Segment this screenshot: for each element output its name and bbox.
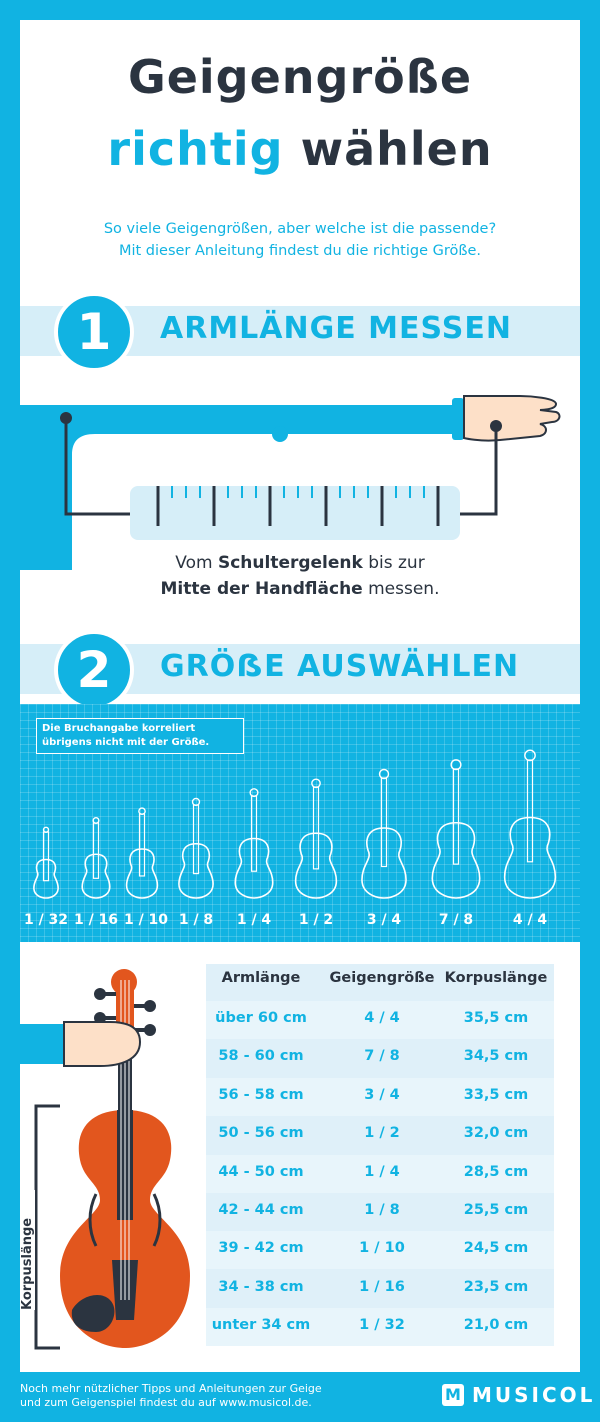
table-cell: 1 / 16: [359, 1278, 405, 1295]
title-line-2: [0, 122, 600, 176]
table-header: Korpuslänge: [444, 970, 548, 986]
size-label: 1 / 32: [23, 912, 69, 928]
table-cell: 32,0 cm: [463, 1125, 529, 1142]
table-cell: 42 - 44 cm: [218, 1202, 304, 1218]
table-cell: 24,5 cm: [463, 1240, 529, 1257]
violin-outline-icon: [235, 789, 272, 898]
table-cell: 4 / 4: [364, 1010, 400, 1026]
table-cell: unter 34 cm: [211, 1317, 311, 1334]
size-label: 1 / 10: [123, 912, 169, 928]
violin-outline-icon: [432, 760, 479, 898]
title-line-1: Geigengröße: [127, 50, 473, 104]
step1-heading: ARMLÄNGE MESSEN: [160, 311, 512, 346]
title-rest: wählen: [283, 122, 493, 176]
hand-icon: [464, 396, 559, 441]
table-cell: über 60 cm: [215, 1010, 307, 1026]
table-cell: 1 / 32: [359, 1317, 405, 1334]
size-label: 1 / 8: [178, 912, 214, 928]
table-cell: 1 / 8: [364, 1202, 400, 1218]
table-cell: 28,5 cm: [463, 1163, 529, 1180]
table-header: Geigengröße: [329, 970, 435, 986]
desc-shoulder: Schultergelenk: [217, 553, 363, 573]
table-cell: 1 / 10: [359, 1240, 405, 1257]
table-cell: 23,5 cm: [463, 1278, 529, 1295]
desc-pre: Vom: [175, 553, 218, 573]
arm-bump: [272, 426, 288, 442]
table-cell: 50 - 56 cm: [218, 1125, 304, 1142]
table-cell: 56 - 58 cm: [218, 1086, 304, 1103]
table-cell: 1 / 2: [364, 1125, 400, 1142]
violin-outline-icon: [127, 808, 158, 898]
table-cell: 3 / 4: [364, 1086, 400, 1103]
korpus-bracket: [36, 1106, 60, 1348]
sleeve-cuff: [452, 398, 464, 440]
brand-name: MUSICOL: [472, 1383, 596, 1407]
table-cell: 34,5 cm: [463, 1048, 529, 1065]
table-cell: 39 - 42 cm: [218, 1240, 304, 1257]
table-cell: 44 - 50 cm: [218, 1163, 304, 1180]
violin-outline-icon: [179, 798, 213, 898]
footer-line-1: Noch mehr nützlicher Tipps und Anleitungen zur Geige: [20, 1382, 322, 1395]
table-cell: 21,0 cm: [463, 1317, 529, 1334]
violin-outline-icon: [362, 770, 406, 899]
brand-logo[interactable]: [442, 1382, 595, 1408]
korpus-label: Korpuslänge: [20, 1190, 35, 1310]
table-cell: 25,5 cm: [463, 1202, 529, 1218]
step2-heading: GRÖẞE AUSWÄHLEN: [160, 649, 520, 684]
violin-label-wrap: [20, 1217, 60, 1310]
intro-text: [0, 218, 600, 262]
arm-measure-illustration: [0, 380, 600, 570]
musicol-logo-icon: M: [442, 1384, 464, 1406]
arm-shape: [0, 400, 460, 570]
table-cell: 58 - 60 cm: [218, 1048, 304, 1065]
size-note: Die Bruchangabe korreliert übrigens nicht mit der Größe.: [36, 718, 244, 754]
step1-number: 1: [54, 292, 134, 372]
desc-post: messen.: [362, 579, 440, 599]
size-label: 1 / 16: [73, 912, 119, 928]
desc-palm: Mitte der Handfläche: [160, 579, 363, 599]
table-header: Armlänge: [221, 970, 301, 986]
violin-sizes-illustration: [20, 704, 580, 942]
hand-icon: [64, 1022, 140, 1066]
step1-description: [0, 550, 600, 602]
table-cell: 7 / 8: [364, 1048, 400, 1065]
violin-outline-icon: [296, 779, 337, 898]
desc-mid: bis zur: [362, 553, 425, 573]
table-cell: 1 / 4: [364, 1163, 400, 1180]
step2-number: 2: [54, 630, 134, 710]
title-accent: richtig: [107, 122, 284, 176]
table-cell: 34 - 38 cm: [218, 1278, 304, 1295]
table-cell: 33,5 cm: [463, 1086, 529, 1103]
footer-line-2: und zum Geigenspiel findest du auf www.musicol.de.: [20, 1396, 312, 1409]
size-label: 1 / 4: [236, 912, 272, 928]
violin-outline-icon: [82, 818, 110, 898]
size-label: 3 / 4: [366, 912, 402, 928]
violin-outline-icon: [34, 827, 58, 898]
size-label: 4 / 4: [512, 912, 548, 928]
violin-outline-icon: [505, 750, 556, 898]
intro-line-1: So viele Geigengrößen, aber welche ist die passende?: [103, 221, 497, 237]
table-cell: 35,5 cm: [463, 1010, 529, 1026]
size-label: 1 / 2: [298, 912, 334, 928]
size-label: 7 / 8: [438, 912, 474, 928]
footer-text: [20, 1382, 440, 1410]
intro-line-2: Mit dieser Anleitung findest du die richtige Größe.: [118, 243, 482, 259]
